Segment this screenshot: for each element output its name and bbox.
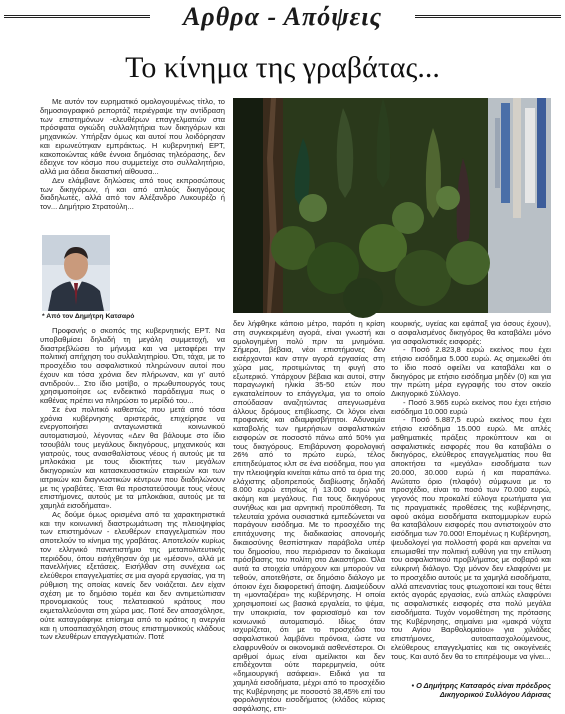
- author-signature: • Ο Δημήτρης Κατσαρός είναι πρόεδρος Δικηγορικού Συλλόγου Λάρισας: [411, 681, 551, 699]
- ties-tree-image: [233, 98, 551, 313]
- intro-paragraph: Με αυτόν τον ευρηματικό ομολογουμένως τίτλο, το δημοσιογραφικό ρεπορτάζ περιέγραψε την αντίδραση των επιστημόνων -ελευθέρων επαγγελματιών στα πρόσφατα ογκώδη συλλαλητήρια των δικηγόρων και μηχανικών. Υπήρξαν όμως και αυτοί που λοιδόρησαν και ειρωνεύτηκαν εμπράκτως. Η κυβερνητική ΕΡΤ, κακοποιώντας κάθε έννοια δημόσιας τηλεόρασης, δεν έδειχνε τον κόσμο που συμμετείχε στο συλλαλητήριο, αλλά μια άδεια δικαστική αίθουσα...: [40, 97, 225, 176]
- contribution-item: - Ποσό 2.823,8 ευρώ εκείνος που έχει ετήσιο εισόδημα 5.000 ευρώ. Ας σημειωθεί ότι το ίδιο ποσό οφείλει να καταβάλει και ο δικηγόρος με ετήσιο εισόδημα μηδέν (0) και για την πρώτη μέρα εγγραφής του στον οικείο Δικηγορικό Σύλλογο.: [391, 345, 551, 398]
- author-portrait-image: [42, 235, 110, 311]
- body-paragraph: Σε ένα πολιτικό καθεστώς που μετά από τόσα χρόνια κυβέρνησης αριστεράς, επιχείρησε να ενεργοποιήσει ανταγωνιστικά κοινωνικού αυτοματισμού, λέγοντας «Δεν θα βάλουμε στο ίδιο τσουβάλι τους μεγάλους δικηγόρους, μηχανικούς και γιατρούς, τους αναισθαλίστους νέους ή αυτούς με τα μπλοκάκια με τους ιδιοκτήτες των μεγάλων δικηγορικών και κατασκευαστικών εταιρειών και των ιατρικών και διαγνωστικών κέντρων που διαδηλώνουν με τις γραβάτες. Έτσι θα προστατεύσουμε τους νέους επιστήμονες, αυτούς με τα μπλοκάκια, αυτούς με τα χαμηλά εισοδήματα».: [40, 404, 225, 510]
- article-column-3: [391, 320, 551, 705]
- body-paragraph: Προφανής ο σκοπός της κυβερνητικής ΕΡΤ. Να υποβαθμίσει δηλαδή τη μεγάλη συμμετοχή, να διαστρεβλώσει το μήνυμα και να μεταφέρει την πολιτική απήχηση του συλλαλητηρίου. Ότι, τάχα, με το προσχέδιο του ασφαλιστικού πληρώνουν αυτοί που έχουν και τόσα χρόνια δεν πλήρωναν, και γι' αυτό αντιδρούν... Στο ίδιο μοτίβο, ο πρωθυπουργός τους χρησιμοποίησε ως ενδεικτικό παράδειγμα πως ο καθένας πρέπει να πληρώσει το μερίδιό του...: [40, 326, 225, 405]
- article-headline: Το κίνημα της γραβάτας...: [125, 51, 440, 84]
- article-photo: [233, 98, 551, 313]
- header-rule-right: [400, 15, 561, 18]
- intro-paragraph: Δεν ελάμβανε δηλώσεις από τους εκπροσώπους των δικηγόρων, ή και από απλούς δικηγόρους διαδηλωτές, αλλά από τον Αλέξανδρο Λυκουρέζο ή τον... Δημήτριο Στρατούλη...: [40, 175, 225, 211]
- section-header: [0, 0, 565, 34]
- photo-caption: * Από τον Δημήτρη Κατσαρό: [42, 313, 135, 320]
- intro-column: [40, 98, 225, 212]
- contribution-item: - Ποσό 5.887,5 ευρώ εκείνος που έχει ετήσιο εισόδημα 15.000 ευρώ. Με απλές μαθηματικές πράξεις προκύπτουν και οι ασφαλιστικές εισφορές που θα καταβάλει ο δικηγόρος, ελεύθερος επαγγελματίας που θα αποκτήσει τα «μεγάλα» εισοδήματα των 20.000, 30.000 ευρώ ή και παραπάνω. Ανώτατο όριο (πλαφόν) σύμφωνα με το προσχέδιο, είναι το ποσό των 70.000 ευρώ, γεγονός που προκαλεί εύλογα ερωτήματα για τις πραγματικές προθέσεις της κυβέρνησης, αφού ακόμα εισοδήματα εκατομμυρίων ευρώ θα καταβάλουν εισφορές που αντιστοιχούν στο εισόδημα των 70.000! Επομένως η Κυβέρνηση, ψευδολογεί για πολλοστή φορά και αρνείται να επωμισθεί την πολιτική ευθύνη για την επίλυση του ασφαλιστικού προβλήματος με σοβαρό και ειλικρινή διάλογο. Όχι μόνον δεν ελαφρύνει με το προσχέδιο αυτούς με τα χαμηλά εισοδήματα, αλλά απεναντίας τους φτωχοποιεί και τους θέτει εκτός αγοράς εργασίας, ενώ απλώς ελαφρύνει τις ασφαλιστικές εισφορές στα πολύ μεγάλα εισοδήματα. Τυχόν νομοθέτηση της πρότασης της Κυβέρνησης, σημαίνει μια «μακρά νύχτα του Αγίου Βαρθολομαίου» για χιλιάδες επιστήμονες, αυτοαπασχολούμενους, ελεύθερους επαγγελματίες και τις οικογένειές τους. Και αυτό δεν θα το επιτρέψουμε να γίνει...: [391, 415, 551, 661]
- article-column-2: [233, 319, 385, 713]
- contribution-item: - Ποσό 3.965 ευρώ εκείνος που έχει ετήσιο εισόδημα 10.000 ευρώ: [391, 397, 551, 416]
- body-paragraph: δεν λήφθηκε κάποιο μέτρο, παρότι η κρίση στη συγκεκριμένη αγορά, είναι γνωστή και ομολογημένη πολύ πριν τα μνημόνια. Σήμερα, βέβαια, νέοι επιστήμονες δεν εισέρχονται καν στην αγορά εργασίας στη χώρα μας, προτιμώντας τη φυγή στο εξωτερικό. Υπάρχουν βέβαια και αυτοί, στην παραγωγική ηλικία 35-50 ετών που εγκαταλείπουν το επάγγελμα, για το οποίο σπούδασαν αναζητώντας απεγνωσμένα άλλους δρόμους επιβίωσης. Οι λόγοι είναι προφανείς και αδιαμφισβήτητοι. Αδυναμία καταβολής των ημερήσιων ασφαλιστικών εισφορών σε ποσοστό πάνω από 50% για τους δικηγόρους. Επιβάρυνση φορολογική 26% από το πρώτο ευρώ, τέλος επιτηδεύματος κλπ σε ένα εισόδημα, που για την πλειοψηφία κινείται κάτω από τα όρια της ελάχιστης αξιοπρεπούς διαβίωσης δηλαδή 8.000 ευρώ ετησίως ή 13.000 ευρώ για ακόμη και μεγάλους. Για τους δικηγόρους συνήθως και μια αρνητική προϋπόθεση. Τα τελευταία χρόνια ουσιαστικά εμπεδώνεται να παράγουν εισόδημα. Με το προσχέδιο της επιτάχυνσης της διαδικασίας απονομής δικαιοσύνης θεσπίστηκαν παράβολα υπέρ του δημοσίου, που περιόρισαν το δικαίωμα πρόσβασης του πολίτη στο Δικαστήριο. Όλα αυτά τα στοιχεία υπάρχουν και μπορούν να τεθούν, αποτεθήστε, σε δημόσιο διάλογο με όποιον έχει διαφορετική άποψη. Διαψεύδουν τη «μονταζιέρα» της κυβέρνησης. Η οποία χρησιμοποιεί ως βασικά εργαλεία, το ψέμα, την υποκρισία, τον φαρισαϊσμό και τον κοινωνικό αυτοματισμό. Ιδίως όταν ισχυρίζεται, ότι με το προσχέδιο του ασφαλιστικού λαμβάνει πρόνοια, ώστε να ελαφρυνθούν οι οικονομικά ασθενέστεροι. Οι αριθμοί όμως είναι αμείλικτοι και δεν επιδέχονται ούτε παρερμηνεία, ούτε «δημιουργική ασάφεια». Ειδικά για τα χαμηλά εισοδήματα, μέχρι από το προσχέδιο της Κυβέρνησης με ποσοστό 38,45% επί του φορολογητέου εισοδήματος (κλάδος κύριας ασφάλισης, επι-: [233, 319, 385, 713]
- body-paragraph: Ας δούμε όμως ορισμένα από τα χαρακτηριστικά και την κοινωνική διαστρωμάτωση της πλειοψηφίας των επιστημόνων - ελευθέρων επαγγελματιών που αποτελούν το κίνημα της γραβάτας. Αποτελούν κυρίως τον ελληνικό πανεπιστήμιο της μεταπολιτευτικής περιόδου, όπου εισήχθησαν όχι με «μέσον», αλλά με πανελλήνιες εξετάσεις. Εισήλθαν στη συνέχεια ως ελεύθεροι επαγγελματίες σε μια αγορά εργασίας, για τη ρύθμιση της οποίας κανείς δεν νοιάζεται. Δεν είχαν σχέση με το δημόσιο τομέα και δεν αντιμετώπισαν προνομιακούς τους πελατειακού κράτους που εκμεταλλεύονται στη χώρα μας. Ποτέ δεν απασχόλησε, ούτε καταγράφηκε επίσημα από το κράτος η ανεργία και η υποαπασχόληση στους επιστημονικούς κλάδους των ελευθέρων επαγγελματιών. Ποτέ: [40, 509, 225, 642]
- section-title: Αρθρα - Απόψεις: [150, 2, 415, 32]
- body-paragraph: κουρικής, υγείας και εφάπαξ για όσους έχουν), ο ασφαλισμένος δικηγόρος θα καταβάλει μόνο για ασφαλιστικές εισφορές:: [391, 319, 551, 346]
- author-photo: [42, 235, 110, 311]
- article-column-1: [40, 327, 225, 702]
